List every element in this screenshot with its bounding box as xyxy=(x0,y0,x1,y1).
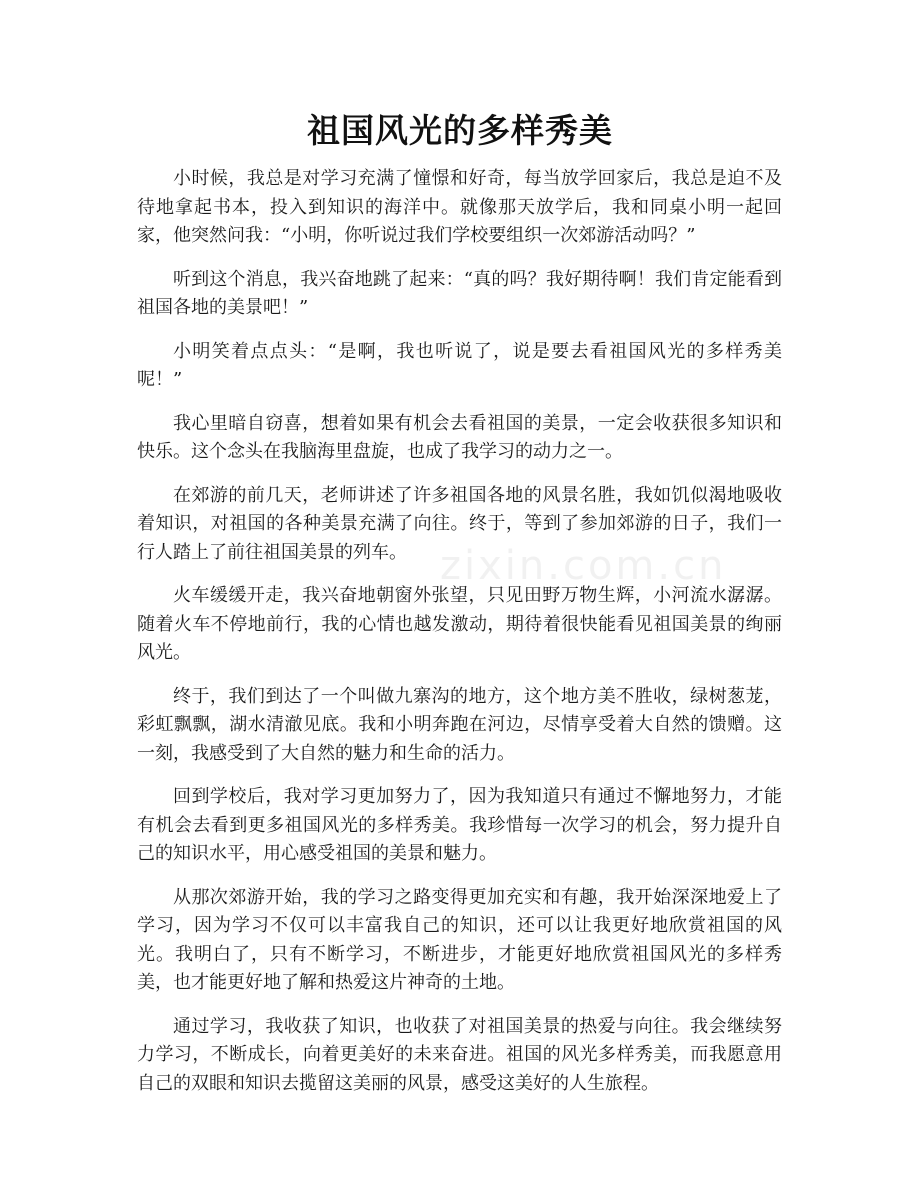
paragraph: 从那次郊游开始，我的学习之路变得更加充实和有趣，我开始深深地爱上了学习，因为学习不仅可以丰富我自己的知识，还可以让我更好地欣赏祖国的风光。我明白了，只有不断学习，不断进步，才能更好地欣赏祖国风光的多样秀美，也才能更好地了解和热爱这片神奇的土地。 xyxy=(137,886,782,993)
paragraph: 终于，我们到达了一个叫做九寨沟的地方，这个地方美不胜收，绿树葱茏，彩虹飘飘，湖水清澈见底。我和小明奔跑在河边，尽情享受着大自然的馈赠。这一刻，我感受到了大自然的魅力和生命的活力。 xyxy=(137,685,782,764)
paragraph: 通过学习，我收获了知识，也收获了对祖国美景的热爱与向往。我会继续努力学习，不断成长，向着更美好的未来奋进。祖国的风光多样秀美，而我愿意用自己的双眼和知识去揽留这美丽的风景，感受这美好的人生旅程。 xyxy=(137,1015,782,1094)
paragraph: 在郊游的前几天，老师讲述了许多祖国各地的风景名胜，我如饥似渴地吸收着知识，对祖国的各种美景充满了向往。终于，等到了参加郊游的日子，我们一行人踏上了前往祖国美景的列车。 xyxy=(137,484,782,563)
paragraph: 小时候，我总是对学习充满了憧憬和好奇，每当放学回家后，我总是迫不及待地拿起书本，投入到知识的海洋中。就像那天放学后，我和同桌小明一起回家，他突然问我：“小明，你听说过我们学校要组织一次郊游活动吗？” xyxy=(137,168,782,246)
watermark: zixin.com.cn xyxy=(440,543,727,589)
paragraph: 火车缓缓开走，我兴奋地朝窗外张望，只见田野万物生辉，小河流水潺潺。随着火车不停地前行，我的心情也越发激动，期待着很快能看见祖国美景的绚丽风光。 xyxy=(137,585,782,663)
paragraph: 听到这个消息，我兴奋地跳了起来：“真的吗？我好期待啊！我们肯定能看到祖国各地的美景吧！” xyxy=(137,268,782,318)
document-title: 祖国风光的多样秀美 xyxy=(307,111,613,150)
paragraph: 小明笑着点点头：“是啊，我也听说了，说是要去看祖国风光的多样秀美呢！” xyxy=(137,340,782,390)
paragraph: 我心里暗自窃喜，想着如果有机会去看祖国的美景，一定会收获很多知识和快乐。这个念头在我脑海里盘旋，也成了我学习的动力之一。 xyxy=(137,412,782,462)
document-body xyxy=(137,165,782,1113)
paragraph: 回到学校后，我对学习更加努力了，因为我知道只有通过不懈地努力，才能有机会去看到更多祖国风光的多样秀美。我珍惜每一次学习的机会，努力提升自己的知识水平，用心感受祖国的美景和魅力。 xyxy=(137,786,782,864)
